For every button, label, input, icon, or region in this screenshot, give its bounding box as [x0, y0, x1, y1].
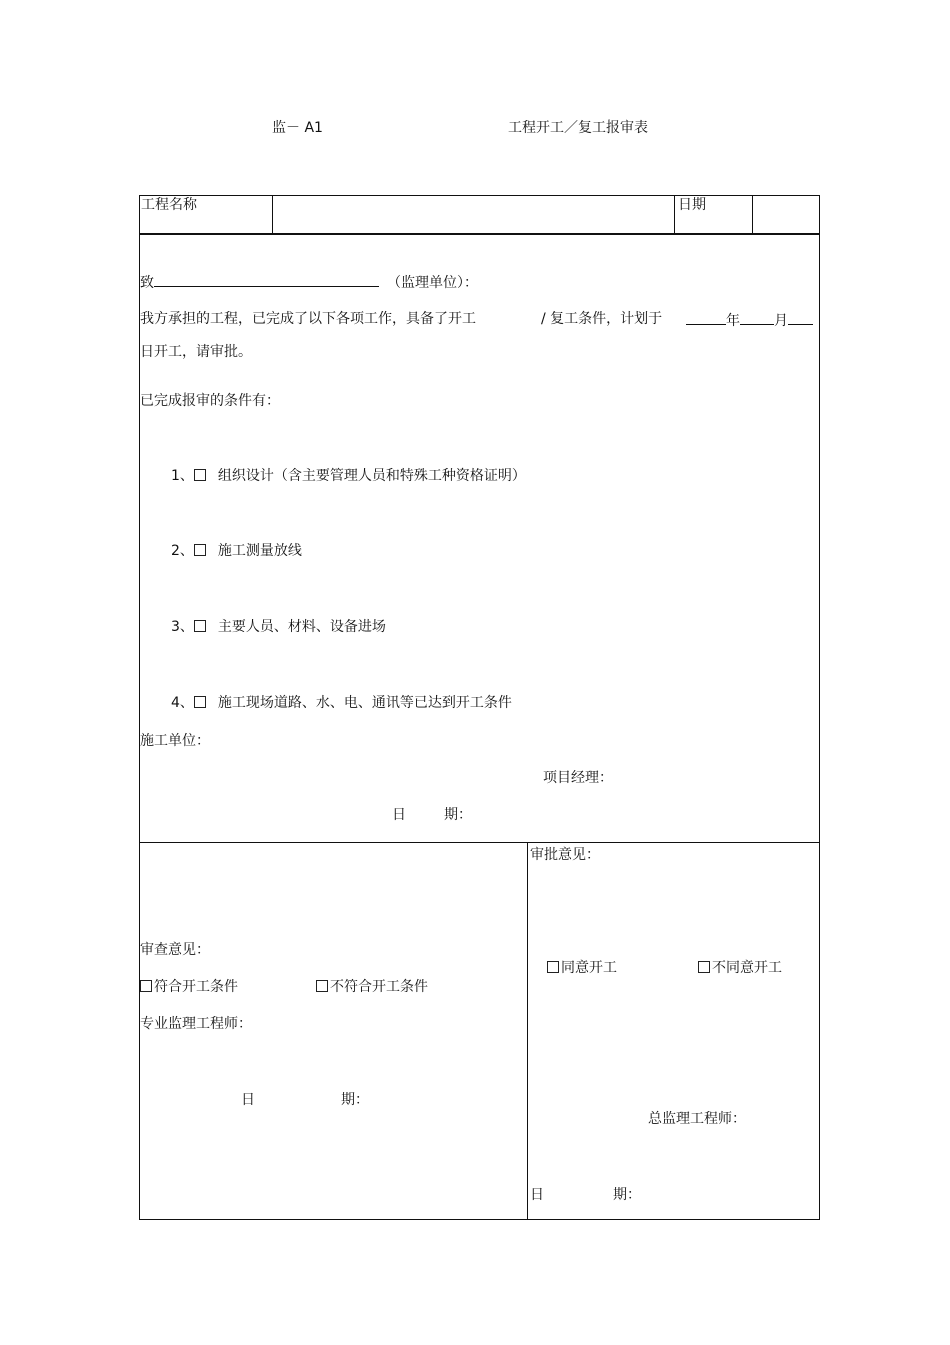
table-right-border	[819, 195, 820, 1220]
review-title: 审查意见：	[140, 942, 210, 958]
condition-item-3	[171, 618, 386, 636]
condition-text: 主要人员、材料、设备进场	[217, 619, 386, 635]
approval-option-yes-label: 同意开工	[561, 960, 617, 976]
review-date-char2: 期：	[341, 1092, 369, 1108]
condition-text: 组织设计（含主要管理人员和特殊工种资格证明）	[217, 468, 526, 484]
condition-number: 2、	[171, 543, 194, 559]
plan-date-line	[686, 310, 813, 330]
year-label: 年	[726, 313, 740, 329]
table-bottom-border	[139, 1219, 820, 1220]
date-field[interactable]	[756, 196, 816, 226]
col-divider-name	[272, 195, 273, 234]
day-blank[interactable]	[788, 310, 813, 325]
addressee-prefix: 致	[140, 275, 154, 291]
checkbox-icon[interactable]	[547, 961, 559, 973]
review-option-yes-label: 符合开工条件	[154, 979, 238, 995]
col-divider-date	[674, 195, 675, 234]
condition-text: 施工现场道路、水、电、通讯等已达到开工条件	[217, 695, 512, 711]
supervision-unit-blank[interactable]	[154, 272, 379, 287]
row-divider-2	[139, 842, 820, 843]
checkbox-icon[interactable]	[194, 469, 206, 481]
project-name-label: 工程名称	[141, 197, 197, 213]
body-line-2: 日开工，请审批。	[140, 344, 252, 360]
project-name-field[interactable]	[280, 196, 670, 226]
specialist-engineer-label: 专业监理工程师：	[140, 1016, 252, 1032]
review-option-no-label: 不符合开工条件	[330, 979, 428, 995]
date-label: 日期	[678, 197, 706, 213]
page-title: 工程开工／复工报审表	[508, 120, 648, 136]
completed-conditions-title: 已完成报审的条件有：	[140, 393, 280, 409]
approval-option-no[interactable]	[698, 959, 782, 977]
approval-date-char1: 日	[530, 1187, 544, 1203]
month-blank[interactable]	[740, 310, 774, 325]
checkbox-icon[interactable]	[194, 620, 206, 632]
review-option-no[interactable]	[316, 978, 428, 996]
col-divider-date-value	[752, 195, 753, 234]
checkbox-icon[interactable]	[140, 980, 152, 992]
checkbox-icon[interactable]	[194, 544, 206, 556]
condition-text: 施工测量放线	[217, 543, 302, 559]
application-date-char1: 日	[392, 807, 406, 823]
project-manager-label: 项目经理：	[543, 770, 613, 786]
contractor-label: 施工单位：	[140, 733, 210, 749]
month-label: 月	[774, 313, 788, 329]
body-line-1b: / 复工条件，计划于	[541, 311, 663, 327]
review-option-yes[interactable]	[140, 978, 238, 996]
condition-item-4	[171, 694, 512, 712]
application-date-char2: 期：	[444, 807, 472, 823]
review-date-char1: 日	[241, 1092, 255, 1108]
condition-number: 1、	[171, 468, 194, 484]
row-divider-1	[139, 233, 820, 235]
condition-item-2	[171, 542, 302, 560]
condition-item-1	[171, 467, 526, 485]
approval-title: 审批意见：	[530, 847, 600, 863]
addressee-line	[140, 272, 478, 292]
chief-engineer-label: 总监理工程师：	[648, 1111, 746, 1127]
checkbox-icon[interactable]	[698, 961, 710, 973]
condition-number: 4、	[171, 695, 194, 711]
approval-option-yes[interactable]	[547, 959, 617, 977]
col-divider-bottom	[527, 842, 528, 1220]
checkbox-icon[interactable]	[316, 980, 328, 992]
condition-number: 3、	[171, 619, 194, 635]
form-code: 监－ A1	[272, 120, 323, 136]
addressee-suffix: （监理单位）：	[387, 275, 478, 291]
body-line-1: 我方承担的工程，已完成了以下各项工作，具备了开工	[140, 311, 476, 327]
approval-option-no-label: 不同意开工	[712, 960, 782, 976]
approval-date-char2: 期：	[613, 1187, 641, 1203]
year-blank[interactable]	[686, 310, 726, 325]
checkbox-icon[interactable]	[194, 696, 206, 708]
